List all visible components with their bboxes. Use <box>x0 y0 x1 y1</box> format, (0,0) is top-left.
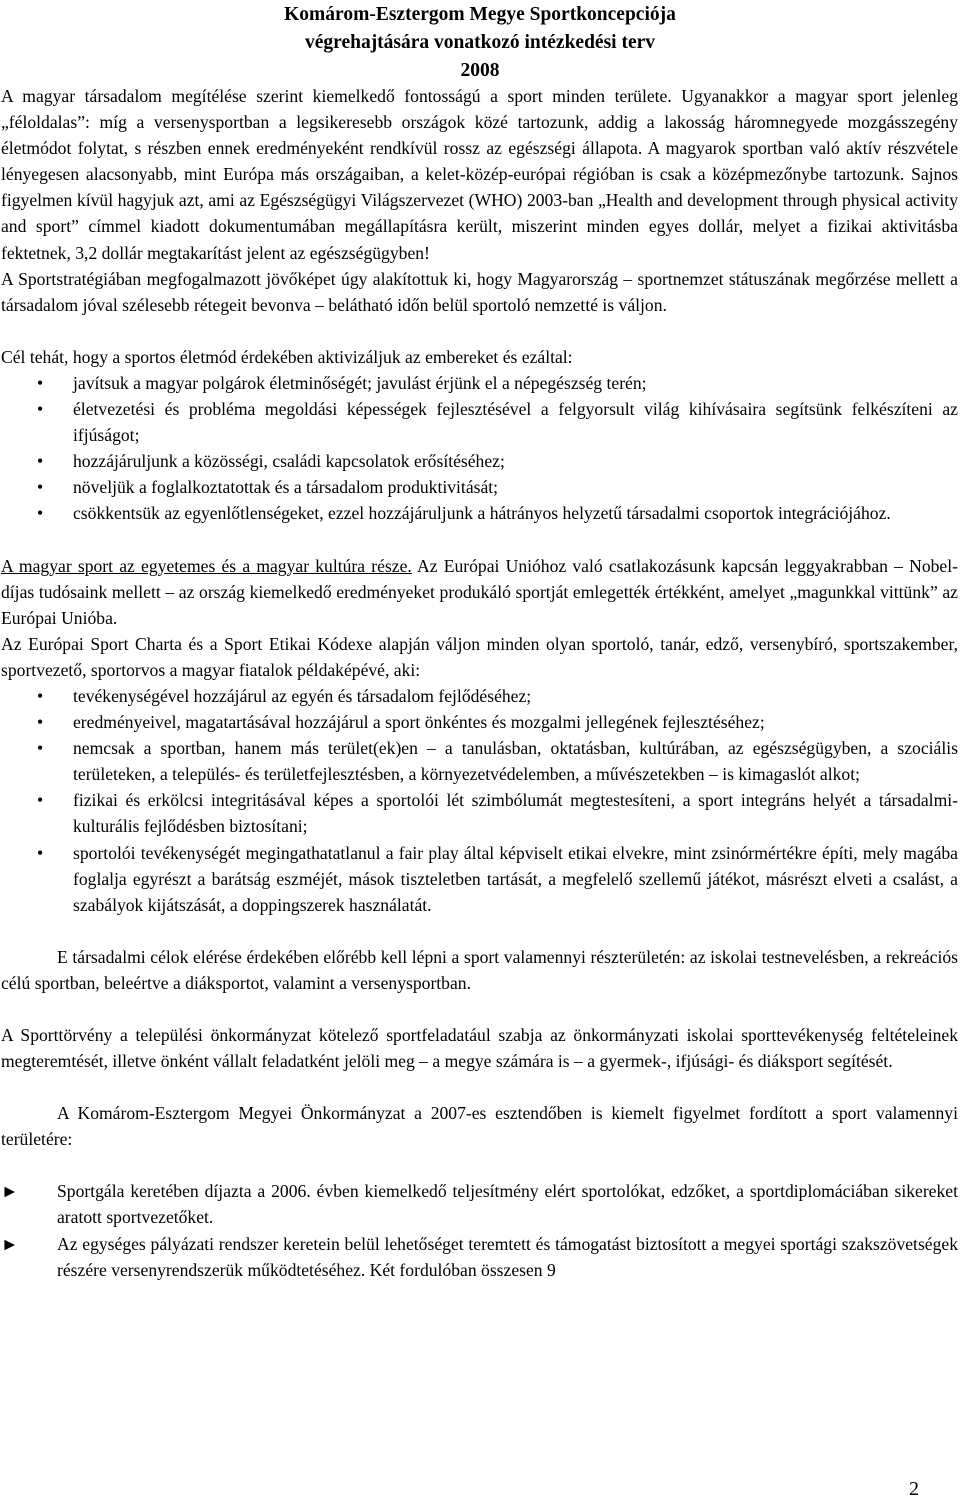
list-item: • fizikai és erkölcsi integritásával képes a sportolói lét szimbólumát megtestesíteni, a sport integráns helyét a társadalmi-kulturális fejlődésben biztosítani; <box>1 787 958 839</box>
paragraph-sport-law: A Sporttörvény a települési önkormányzat kötelező sportfeladatául szabja az önkormányzati iskolai sporttevékenység feltételeinek megteremtését, illetve önként vállalt feladatként jelöli meg – a megye számára is – a gyermek-, ifjúsági- és diáksport segítését. <box>1 1025 958 1072</box>
list-item: ► Sportgála keretében díjazta a 2006. évben kiemelkedő teljesítmény elért sportolókat, edzőket, a sportdiplomáciában sikereket aratott sportvezetőket. <box>1 1178 958 1230</box>
paragraph-culture: A magyar sport az egyetemes és a magyar kultúra része. Az Európai Unióhoz való csatlakozásunk kapcsán leggyakrabban – Nobel-díjas tudósaink mellett – az ország kiemelkedő eredményeket produkáló sportját emlegették értékként, amelyet „magunkkal vittünk” az Európai Unióba. <box>1 555 958 628</box>
title-year: 2008 <box>460 60 500 81</box>
bullet-icon: • <box>37 372 44 393</box>
title-line-2: végrehajtására vonatkozó intézkedési terv <box>304 32 656 53</box>
underlined-heading: A magyar sport az egyetemes és a magyar kultúra része. <box>1 555 412 576</box>
goal-list <box>1 370 958 527</box>
list-item: • tevékenységével hozzájárul az egyén és társadalom fejlődéséhez; <box>1 683 958 709</box>
bullet-icon: • <box>37 790 44 811</box>
list-item: • sportolói tevékenységét megingathatatlanul a fair play által képviselt etikai elvekre, mint zsinórmértékre építi, mely magába foglalja egyrészt a barátság eszméjét, mások tiszteletben tartását, a megfelelő szellemű játékot, másrészt elveti a csalást, a szabályok kijátszását, a doppingszerek használatát. <box>1 840 958 918</box>
paragraph-intro: A magyar társadalom megítélése szerint kiemelkedő fontosságú a sport minden területe. Ugyanakkor a magyar sport jelenleg „féloldalas”: míg a versenysportban a legsikeresebb országok közé tartozunk, addig a lakosság háromnegyede mozgásszegény életmódot folytat, s részben ennek eredményeként rendkívül rossz az egészségi állapota. A magyarok sportban való aktív részvétele lényegesen alacsonyabb, mint Európa más országaiban, a kelet-közép-európai régióban is csak a középmezőnybe tartozunk. Sajnos figyelmen kívül hagyjuk azt, ami az Egészségügyi Világszervezet (WHO) 2003-ban „Health and development through physical activity and sport” címmel kiadott dokumentumában megállapításra került, miszerint minden egyes dollár, melyet a fizikai aktivitásba fektetnek, 3,2 dollár megtakarítást jelent az egészségügyben! <box>1 86 958 263</box>
bullet-icon: • <box>37 842 44 863</box>
list-item: • csökkentsük az egyenlőtlenségeket, ezzel hozzájáruljunk a hátrányos helyzetű társadalmi csoportok integrációjához. <box>1 500 958 526</box>
bullet-icon: • <box>37 503 44 524</box>
bullet-icon: • <box>37 712 44 733</box>
rolemodel-list <box>1 683 958 918</box>
bullet-icon: • <box>37 685 44 706</box>
paragraph-strategy: A Sportstratégiában megfogalmazott jövőképet úgy alakítottuk ki, hogy Magyarország – sportnemzet státuszának megőrzése mellett a társadalom jóval szélesebb rétegeit bevonva – belátható időn belül sportoló nemzetté is váljon. <box>1 268 958 315</box>
list-item: • növeljük a foglalkoztatottak és a társadalom produktivitását; <box>1 474 958 500</box>
paragraph-charter: Az Európai Sport Charta és a Sport Etikai Kódexe alapján váljon minden olyan sportoló, tanár, edző, versenybíró, sportszakember, sportvezető, sportorvos a magyar fiatalok példaképévé, aki: <box>1 633 958 680</box>
list-item: • életvezetési és probléma megoldási képességek fejlesztésével a felgyorsult világ kihívásaira segítsünk felkészíteni az ifjúságot; <box>1 396 958 448</box>
county-actions-list <box>1 1178 958 1282</box>
arrow-bullet-icon: ► <box>1 1181 19 1202</box>
paragraph-county: A Komárom-Esztergom Megyei Önkormányzat a 2007-es esztendőben is kiemelt figyelmet fordított a sport valamennyi területére: <box>1 1103 958 1150</box>
list-item: • javítsuk a magyar polgárok életminőségét; javulást érjünk el a népegészség terén; <box>1 370 958 396</box>
arrow-bullet-icon: ► <box>1 1233 19 1254</box>
page-number: 2 <box>909 1478 919 1500</box>
bullet-icon: • <box>37 399 44 420</box>
list-item: • eredményeivel, magatartásával hozzájárul a sport önkéntes és mozgalmi jellegének fejlesztéséhez; <box>1 709 958 735</box>
document-header <box>0 0 960 84</box>
list-item: • nemcsak a sportban, hanem más terület(ek)en – a tanulásban, oktatásban, kultúrában, az egészségügyben, a szociális területeken, a település- és területfejlesztésben, a környezetvédelemben, a művészetekben – is kimagaslót alkot; <box>1 735 958 787</box>
bullet-icon: • <box>37 738 44 759</box>
paragraph-goals-areas: E társadalmi célok elérése érdekében előrébb kell lépni a sport valamennyi részterületén: az iskolai testnevelésben, a rekreációs célú sportban, beleértve a diáksportot, valamint a versenysportban. <box>1 946 958 993</box>
document-body <box>1 83 958 1283</box>
list-item: ► Az egységes pályázati rendszer keretein belül lehetőséget teremtett és támogatást biztosított a megyei sportági szakszövetségek részére versenyrendszerük működtetéséhez. Két fordulóban összesen 9 <box>1 1231 958 1283</box>
bullet-icon: • <box>37 477 44 498</box>
list-item: • hozzájáruljunk a közösségi, családi kapcsolatok erősítéséhez; <box>1 448 958 474</box>
paragraph-goal: Cél tehát, hogy a sportos életmód érdekében aktivizáljuk az embereket és ezáltal: <box>1 346 573 367</box>
bullet-icon: • <box>37 451 44 472</box>
title-line-1: Komárom-Esztergom Megye Sportkoncepciója <box>284 4 676 25</box>
